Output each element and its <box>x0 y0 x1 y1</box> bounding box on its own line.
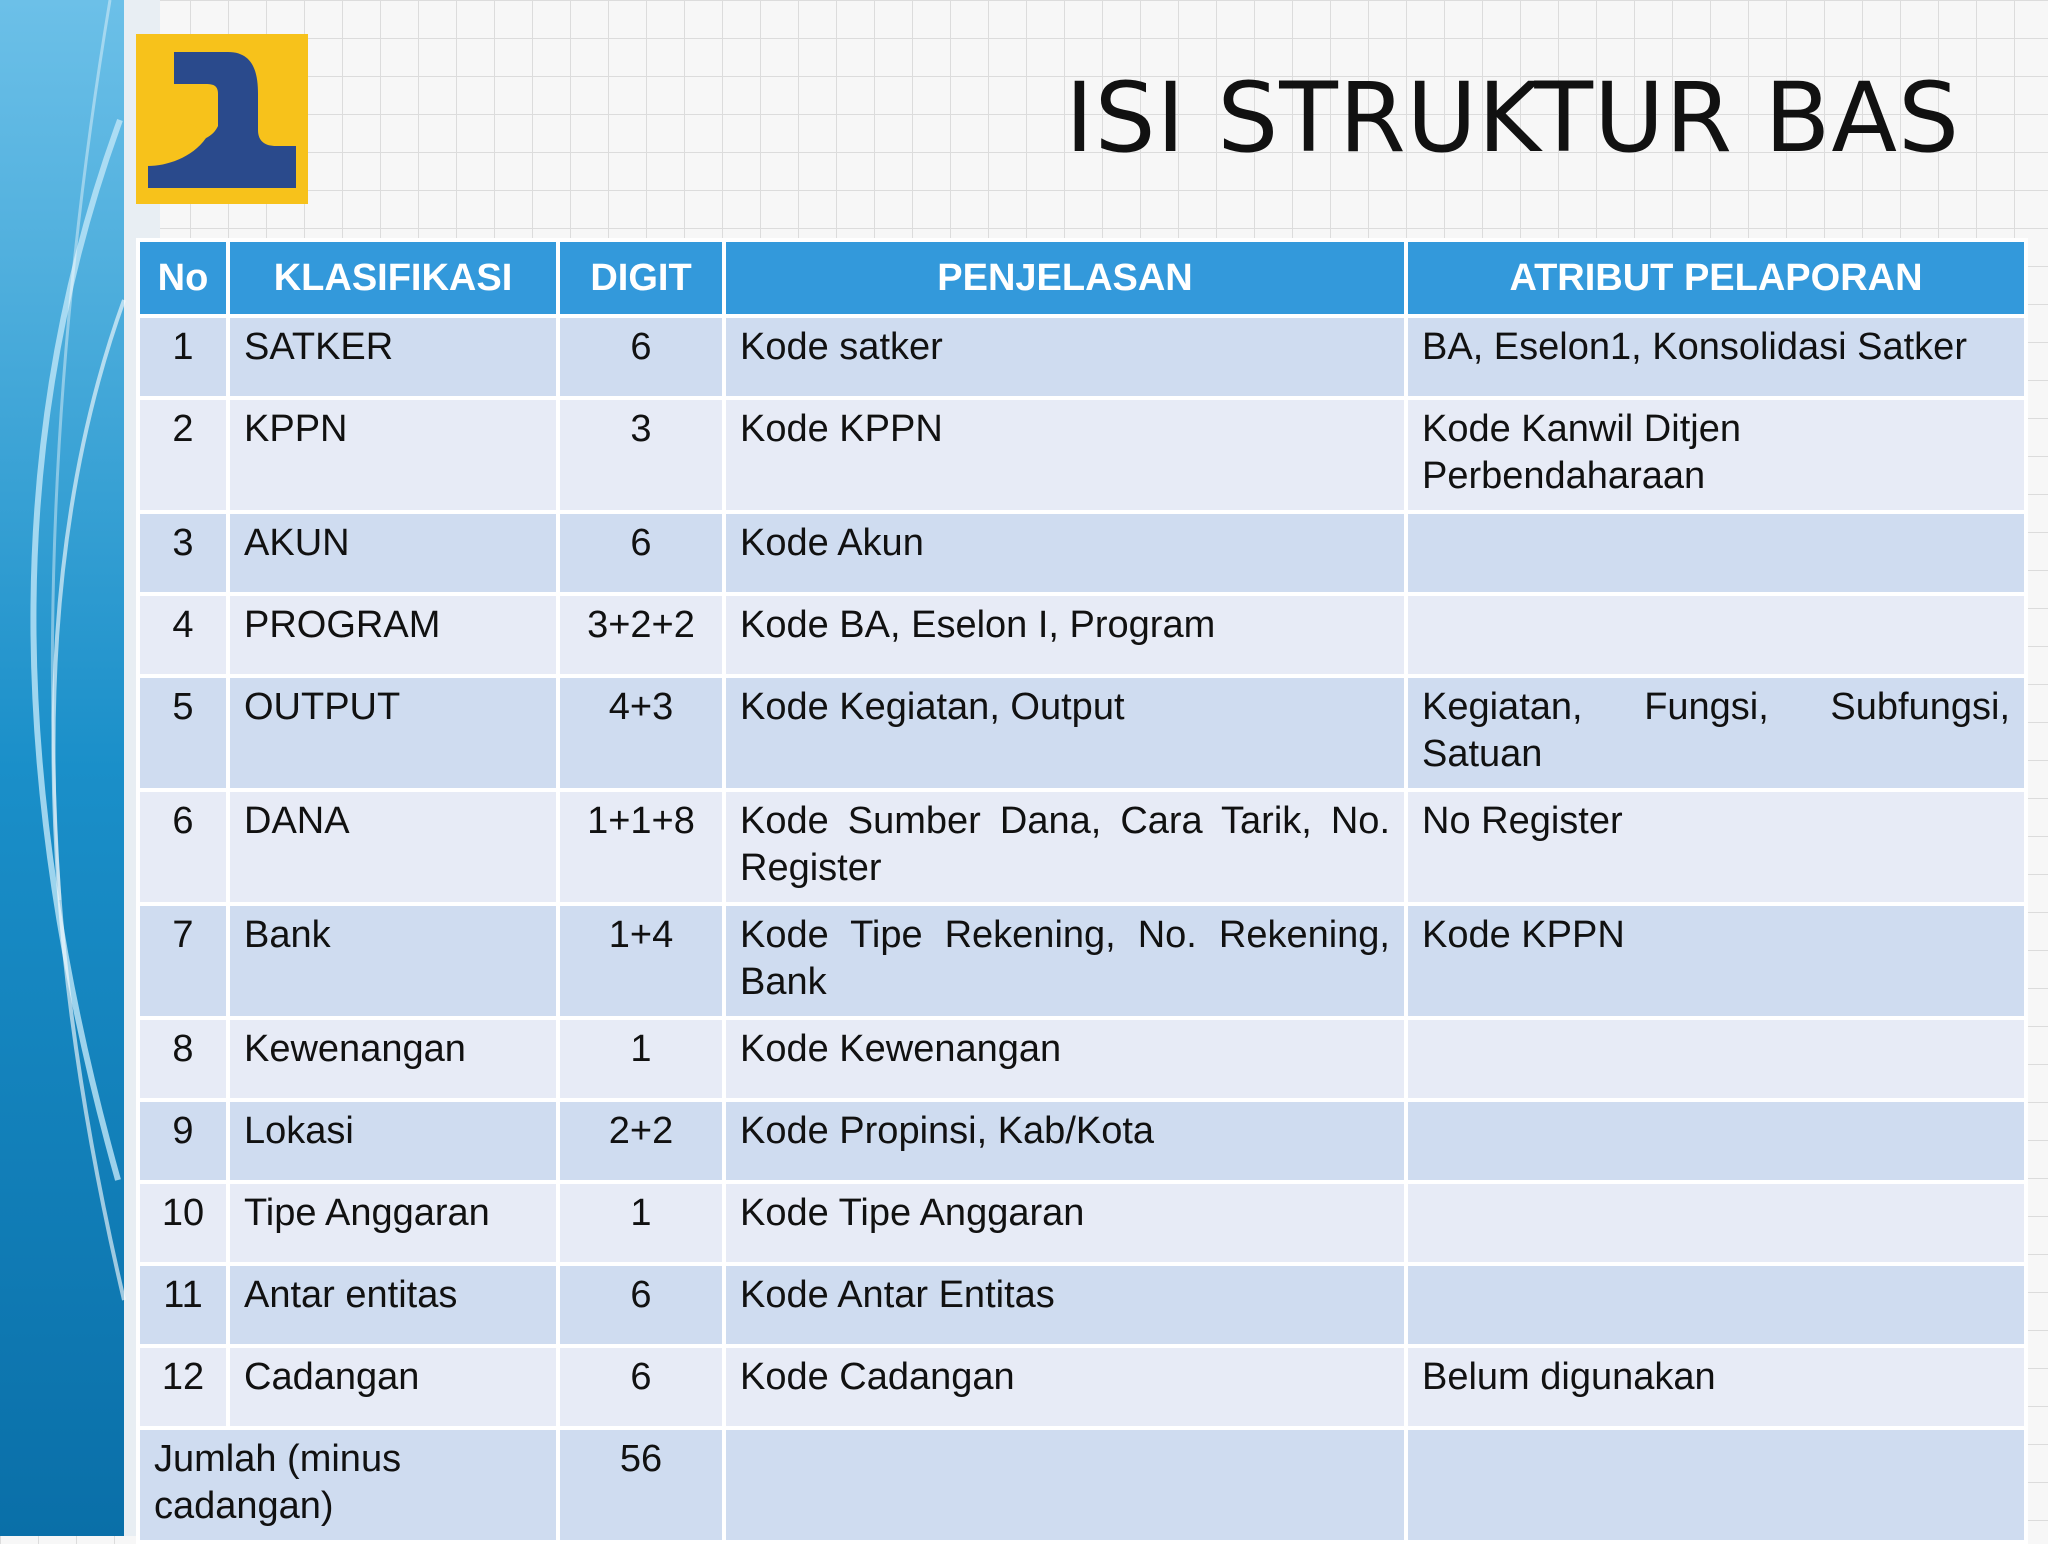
cell-atribut: Kode KPPN <box>1406 904 2026 1018</box>
cell-no: 4 <box>138 594 228 676</box>
cell-total-atribut <box>1406 1428 2026 1542</box>
cell-no: 11 <box>138 1264 228 1346</box>
cell-digit: 6 <box>558 316 724 398</box>
cell-atribut: Belum digunakan <box>1406 1346 2026 1428</box>
cell-total-penjelasan <box>724 1428 1406 1542</box>
cell-no: 8 <box>138 1018 228 1100</box>
cell-total-digit: 56 <box>558 1428 724 1542</box>
cell-penjelasan: Kode BA, Eselon I, Program <box>724 594 1406 676</box>
cell-digit: 6 <box>558 1346 724 1428</box>
cell-atribut <box>1406 1264 2026 1346</box>
cell-no: 3 <box>138 512 228 594</box>
table-row <box>138 512 2026 594</box>
cell-klasifikasi: Bank <box>228 904 558 1018</box>
cell-digit: 6 <box>558 1264 724 1346</box>
cell-atribut: No Register <box>1406 790 2026 904</box>
cell-klasifikasi: Cadangan <box>228 1346 558 1428</box>
cell-klasifikasi: OUTPUT <box>228 676 558 790</box>
cell-klasifikasi: DANA <box>228 790 558 904</box>
cell-atribut: Kode Kanwil Ditjen Perbendaharaan <box>1406 398 2026 512</box>
slide-title: ISI STRUKTUR BAS <box>1065 62 1960 174</box>
cell-atribut: Kegiatan, Fungsi, Subfungsi, Satuan <box>1406 676 2026 790</box>
table-header-row <box>138 240 2026 316</box>
cell-penjelasan: Kode Cadangan <box>724 1346 1406 1428</box>
cell-no: 5 <box>138 676 228 790</box>
cell-klasifikasi: PROGRAM <box>228 594 558 676</box>
cell-digit: 3 <box>558 398 724 512</box>
cell-no: 7 <box>138 904 228 1018</box>
table-row <box>138 1182 2026 1264</box>
cell-no: 1 <box>138 316 228 398</box>
cell-klasifikasi: Kewenangan <box>228 1018 558 1100</box>
cell-penjelasan: Kode KPPN <box>724 398 1406 512</box>
table-row <box>138 676 2026 790</box>
cell-penjelasan: Kode Kegiatan, Output <box>724 676 1406 790</box>
header-atribut: ATRIBUT PELAPORAN <box>1406 240 2026 316</box>
table-total-row <box>138 1428 2026 1542</box>
cell-penjelasan: Kode Kewenangan <box>724 1018 1406 1100</box>
header-penjelasan: PENJELASAN <box>724 240 1406 316</box>
cell-klasifikasi: Lokasi <box>228 1100 558 1182</box>
cell-klasifikasi: Antar entitas <box>228 1264 558 1346</box>
cell-digit: 6 <box>558 512 724 594</box>
table-row <box>138 1100 2026 1182</box>
cell-penjelasan: Kode Antar Entitas <box>724 1264 1406 1346</box>
table-row <box>138 790 2026 904</box>
cell-penjelasan: Kode satker <box>724 316 1406 398</box>
cell-klasifikasi: Tipe Anggaran <box>228 1182 558 1264</box>
header-digit: DIGIT <box>558 240 724 316</box>
cell-penjelasan: Kode Propinsi, Kab/Kota <box>724 1100 1406 1182</box>
table-row <box>138 1264 2026 1346</box>
cell-total-label: Jumlah (minus cadangan) <box>138 1428 558 1542</box>
ministry-logo <box>136 34 308 204</box>
cell-klasifikasi: KPPN <box>228 398 558 512</box>
cell-digit: 1 <box>558 1182 724 1264</box>
cell-digit: 3+2+2 <box>558 594 724 676</box>
cell-digit: 4+3 <box>558 676 724 790</box>
cell-atribut <box>1406 594 2026 676</box>
table-row <box>138 316 2026 398</box>
cell-digit: 1+1+8 <box>558 790 724 904</box>
cell-digit: 1+4 <box>558 904 724 1018</box>
cell-penjelasan: Kode Akun <box>724 512 1406 594</box>
cell-klasifikasi: AKUN <box>228 512 558 594</box>
table-row <box>138 398 2026 512</box>
cell-no: 10 <box>138 1182 228 1264</box>
cell-atribut <box>1406 1018 2026 1100</box>
cell-atribut <box>1406 1182 2026 1264</box>
cell-penjelasan: Kode Sumber Dana, Cara Tarik, No. Register <box>724 790 1406 904</box>
cell-penjelasan: Kode Tipe Anggaran <box>724 1182 1406 1264</box>
table-row <box>138 1018 2026 1100</box>
cell-atribut <box>1406 512 2026 594</box>
header-no: No <box>138 240 228 316</box>
table-row <box>138 1346 2026 1428</box>
cell-digit: 2+2 <box>558 1100 724 1182</box>
cell-no: 2 <box>138 398 228 512</box>
cell-atribut: BA, Eselon1, Konsolidasi Satker <box>1406 316 2026 398</box>
bas-structure-table <box>136 238 2028 1544</box>
cell-no: 9 <box>138 1100 228 1182</box>
cell-digit: 1 <box>558 1018 724 1100</box>
cell-atribut <box>1406 1100 2026 1182</box>
table-row <box>138 594 2026 676</box>
cell-klasifikasi: SATKER <box>228 316 558 398</box>
cell-no: 12 <box>138 1346 228 1428</box>
table-row <box>138 904 2026 1018</box>
cell-penjelasan: Kode Tipe Rekening, No. Rekening, Bank <box>724 904 1406 1018</box>
header-klasifikasi: KLASIFIKASI <box>228 240 558 316</box>
cell-no: 6 <box>138 790 228 904</box>
